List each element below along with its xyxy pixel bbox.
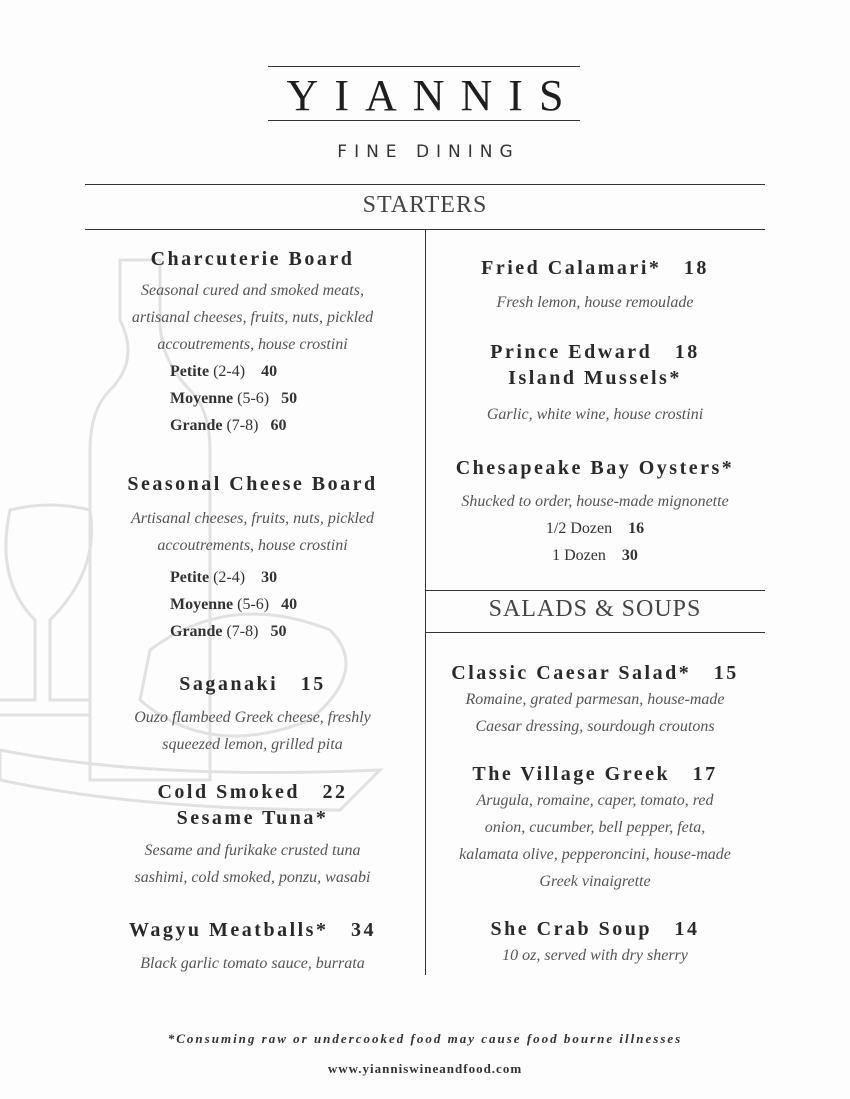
item-name: Charcuterie Board bbox=[150, 248, 355, 270]
item-name: Seasonal Cheese Board bbox=[127, 473, 378, 495]
divider bbox=[85, 184, 765, 185]
item-description bbox=[85, 505, 420, 559]
menu-item-cheese-board bbox=[85, 471, 420, 645]
size-option bbox=[170, 591, 420, 618]
desc-line: Artisanal cheeses, fruits, nuts, pickled bbox=[130, 510, 375, 527]
raw-food-disclaimer: *Consuming raw or undercooked food may cause food bourne illnesses bbox=[167, 1031, 683, 1046]
desc-line: Ouzo flambeed Greek cheese, freshly bbox=[134, 709, 371, 726]
size-range: (5-6) bbox=[237, 390, 270, 407]
size-value: 50 bbox=[270, 623, 287, 640]
size-value: Moyenne bbox=[170, 596, 234, 613]
item-name-line: Prince Edward 18 bbox=[490, 341, 700, 363]
item-description: 10 oz, served with dry sherry bbox=[502, 947, 688, 964]
restaurant-subtitle: FINE DINING bbox=[337, 142, 520, 162]
title-top-rule bbox=[268, 66, 580, 67]
desc-line: Caesar dressing, sourdough croutons bbox=[475, 718, 715, 735]
section-title-salads-soups: SALADS & SOUPS bbox=[488, 596, 702, 622]
section-title-starters: STARTERS bbox=[362, 192, 488, 218]
desc-line: Romaine, grated parmesan, house-made bbox=[465, 691, 725, 708]
size-value: 40 bbox=[261, 363, 278, 380]
size-value: Grande bbox=[170, 623, 223, 640]
restaurant-name: YIANNIS bbox=[286, 71, 580, 120]
item-description: Garlic, white wine, house crostini bbox=[486, 406, 704, 423]
item-description bbox=[425, 787, 765, 895]
desc-line: Greek vinaigrette bbox=[539, 873, 651, 890]
desc-line: onion, cucumber, bell pepper, feta, bbox=[484, 819, 706, 836]
size-option bbox=[170, 385, 420, 412]
item-name: Classic Caesar Salad* 15 bbox=[451, 662, 739, 684]
item-name-line: Island Mussels* bbox=[508, 367, 682, 389]
size-range: (7-8) bbox=[226, 623, 259, 640]
size-option bbox=[425, 542, 765, 569]
menu-item-wagyu-meatballs bbox=[85, 917, 420, 977]
menu-item-village-greek bbox=[425, 761, 765, 895]
size-range: 1/2 Dozen bbox=[545, 520, 613, 537]
size-value: Grande bbox=[170, 417, 223, 434]
divider bbox=[425, 590, 765, 591]
desc-line: squeezed lemon, grilled pita bbox=[162, 736, 343, 753]
desc-line: Seasonal cured and smoked meats, bbox=[141, 282, 364, 299]
size-value: 50 bbox=[281, 390, 298, 407]
size-option bbox=[170, 358, 420, 385]
size-value: Petite bbox=[170, 569, 210, 586]
size-option bbox=[425, 515, 765, 542]
size-value: 16 bbox=[628, 520, 645, 537]
size-list bbox=[170, 358, 420, 439]
item-description: Fresh lemon, house remoulade bbox=[496, 294, 694, 311]
divider bbox=[425, 632, 765, 633]
size-list bbox=[170, 564, 420, 645]
desc-line: artisanal cheeses, fruits, nuts, pickled bbox=[131, 309, 374, 326]
size-range: (7-8) bbox=[226, 417, 259, 434]
item-description bbox=[85, 704, 420, 758]
item-name bbox=[85, 779, 420, 831]
item-name: The Village Greek 17 bbox=[472, 763, 718, 785]
desc-line: Sesame and furikake crusted tuna bbox=[144, 842, 361, 859]
menu-item-she-crab-soup bbox=[425, 916, 765, 969]
item-name-line: Cold Smoked 22 bbox=[157, 781, 348, 803]
desc-line: accoutrements, house crostini bbox=[157, 336, 348, 353]
size-option bbox=[170, 618, 420, 645]
item-name: Fried Calamari* 18 bbox=[481, 257, 709, 279]
size-range: (5-6) bbox=[237, 596, 270, 613]
item-name: She Crab Soup 14 bbox=[490, 918, 700, 940]
size-option bbox=[170, 564, 420, 591]
desc-line: kalamata olive, pepperoncini, house-made bbox=[459, 846, 731, 863]
size-range: 1 Dozen bbox=[552, 547, 606, 564]
item-description: Black garlic tomato sauce, burrata bbox=[140, 955, 365, 972]
size-value: 30 bbox=[261, 569, 278, 586]
desc-line: accoutrements, house crostini bbox=[157, 537, 348, 554]
title-bottom-rule bbox=[268, 120, 580, 121]
item-description bbox=[85, 837, 420, 891]
menu-item-fried-calamari bbox=[425, 255, 765, 316]
menu-item-pei-mussels bbox=[425, 339, 765, 428]
size-option bbox=[170, 412, 420, 439]
menu-item-caesar-salad bbox=[425, 660, 765, 740]
item-name: Chesapeake Bay Oysters* bbox=[455, 457, 735, 479]
item-name bbox=[425, 339, 765, 391]
item-name-line: Sesame Tuna* bbox=[176, 807, 329, 829]
item-name: Saganaki 15 bbox=[179, 673, 326, 695]
desc-line: Arugula, romaine, caper, tomato, red bbox=[476, 792, 714, 809]
size-list bbox=[425, 515, 765, 569]
size-value: 30 bbox=[621, 547, 638, 564]
size-value: 60 bbox=[270, 417, 287, 434]
menu-item-sesame-tuna bbox=[85, 779, 420, 891]
item-description: Shucked to order, house-made mignonette bbox=[461, 493, 729, 510]
menu-item-saganaki bbox=[85, 671, 420, 758]
website-link[interactable]: www.yianniswineandfood.com bbox=[327, 1061, 523, 1076]
menu-item-charcuterie bbox=[85, 246, 420, 439]
menu-item-oysters bbox=[425, 455, 765, 569]
size-range: (2-4) bbox=[213, 363, 246, 380]
size-range: (2-4) bbox=[213, 569, 246, 586]
size-value: 40 bbox=[281, 596, 298, 613]
item-description bbox=[425, 686, 765, 740]
item-description bbox=[85, 277, 420, 358]
size-value: Moyenne bbox=[170, 390, 234, 407]
desc-line: sashimi, cold smoked, ponzu, wasabi bbox=[134, 869, 371, 886]
item-name: Wagyu Meatballs* 34 bbox=[129, 919, 376, 941]
size-value: Petite bbox=[170, 363, 210, 380]
